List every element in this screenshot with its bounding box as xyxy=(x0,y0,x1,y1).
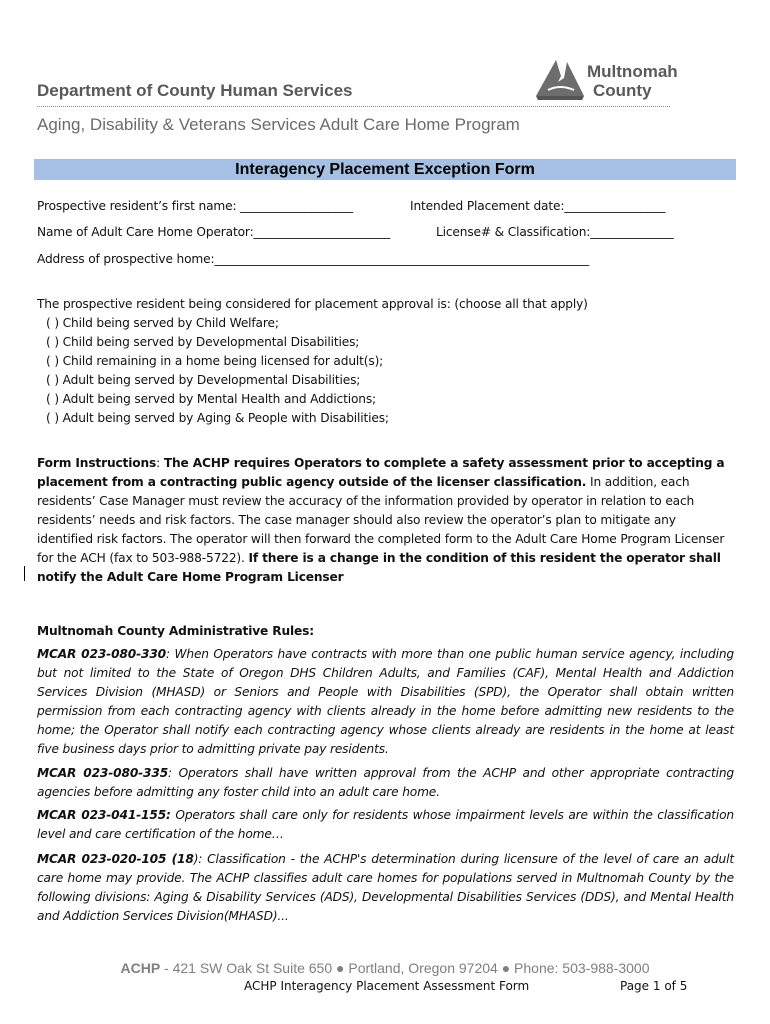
rule-item: MCAR 023-080-330: When Operators have contracts with more than one public human service agency, including but not limited to the State of Oregon DHS Children Adults, and Families (CAF), Mental Health and Addiction Services Division (MHASD) or Seniors and People with Disabilities (SPD), the Operator shall obtain written permission from each contracting agency with clients already in the home before admitting new residents to the home; the Operator shall notify each contracting agency whose clients already are residents in the home at least five business days prior to admitting private pay residents. xyxy=(37,647,735,756)
license-classification-field[interactable]: License# & Classification:______________ xyxy=(436,225,674,239)
form-title: Interagency Placement Exception Form xyxy=(34,159,736,180)
footer-address: - 421 SW Oak St Suite 650 ● Portland, Oregon 97204 ● Phone: 503-988-3000 xyxy=(160,960,650,976)
footer-contact xyxy=(0,960,770,976)
header-divider xyxy=(37,106,670,107)
department-title: Department of County Human Services xyxy=(37,81,353,100)
multnomah-county-logo xyxy=(534,56,684,106)
rule-code: MCAR 023-041-155: xyxy=(37,808,171,822)
rule-item: MCAR 023-020-105 (18): Classification - the ACHP's determination during licensure of the level of care an adult care home may provide. The ACHP classifies adult care homes for populations served in Multnomah County by the following divisions: Aging & Disability Services (ADS), Developmental Disabilities Services (DDS), and Mental Health and Addiction Services Division(MHASD)... xyxy=(37,852,734,923)
choice-item[interactable]: ( ) Child being served by Developmental Disabilities; xyxy=(46,335,360,349)
mountain-logo-icon xyxy=(534,56,586,102)
rule-item: MCAR 023-080-335: Operators shall have written approval from the ACHP and other appropriate contracting agencies before admitting any foster child into an adult care home. xyxy=(37,766,734,799)
address-field[interactable]: Address of prospective home:_______________________________________________________________ xyxy=(37,252,589,266)
choice-item[interactable]: ( ) Child being served by Child Welfare; xyxy=(46,316,279,330)
choices-intro: The prospective resident being considered for placement approval is: (choose all that apply) xyxy=(37,297,588,311)
rule-text: Operators shall care only for residents whose impairment levels are within the classification level and care certification of the home… xyxy=(37,808,735,841)
footer-form-name: ACHP Interagency Placement Assessment Form xyxy=(244,979,530,993)
rule-code: MCAR 023-080-330 xyxy=(37,647,166,661)
first-name-field[interactable]: Prospective resident’s first name: ___________________ xyxy=(37,199,354,213)
instructions-bold-1: The ACHP requires Operators to complete a safety assessment prior to accepting a placement from a contracting public agency outside of the licenser classification. xyxy=(37,456,725,489)
operator-name-field[interactable]: Name of Adult Care Home Operator:_______________________ xyxy=(37,225,391,239)
rule-text: Classification - the ACHP's determination during licensure of the level of care an adult care home may provide. The ACHP classifies adult care homes for populations served in Multnomah County by the following divisions: Aging & Disability Services (ADS), Developmental Disabilities Services (DDS), and Mental Health and Addiction Services Division(MHASD)... xyxy=(37,852,734,923)
rules-heading: Multnomah County Administrative Rules: xyxy=(37,624,314,638)
choice-item[interactable]: ( ) Adult being served by Aging & People with Disabilities; xyxy=(46,411,389,425)
logo-line-2: County xyxy=(593,81,652,100)
rule-text: Operators shall have written approval from the ACHP and other appropriate contracting agencies before admitting any foster child into an adult care home. xyxy=(37,766,734,799)
choice-item[interactable]: ( ) Child remaining in a home being licensed for adult(s); xyxy=(46,354,384,368)
choice-item[interactable]: ( ) Adult being served by Developmental Disabilities; xyxy=(46,373,361,387)
rule-text: When Operators have contracts with more than one public human service agency, including but not limited to the State of Oregon DHS Children Adults, and Families (CAF), Mental Health and Addiction Services Division (MHASD) or Seniors and People with Disabilities (SPD), the Operator shall obtain written permission from each contracting agency with clients already in the home before admitting new residents to the home; the Operator shall notify each contracting agency whose clients already are residents in the home at least five business days prior to admitting private pay residents. xyxy=(37,647,735,756)
logo-line-1: Multnomah xyxy=(587,62,678,81)
rule-code: MCAR 023-080-335 xyxy=(37,766,169,780)
rule-item xyxy=(37,806,734,844)
instructions-bold-2: If there is a change in the condition of this resident the operator shall notify the Adult Care Home Program Licenser xyxy=(37,551,721,584)
text-cursor xyxy=(24,566,25,581)
placement-date-field[interactable]: Intended Placement date:_________________ xyxy=(410,199,666,213)
rule-code: MCAR 023-020-105 (18 xyxy=(37,852,194,866)
footer-org: ACHP xyxy=(120,960,161,976)
instructions-text: In addition, each residents’ Case Manager must review the accuracy of the information provided by operator in relation to each residents’ needs and risk factors. The case manager should also review the operator’s plan to mitigate any identified risk factors. The operator will then forward the completed form to the Adult Care Home Program Licenser for the ACH (fax to 503-988-5722). xyxy=(37,475,725,565)
instructions-label: Form Instructions xyxy=(37,456,157,470)
program-subtitle: Aging, Disability & Veterans Services Adult Care Home Program xyxy=(37,115,520,134)
choice-item[interactable]: ( ) Adult being served by Mental Health and Addictions; xyxy=(46,392,377,406)
form-instructions: Form Instructions: The ACHP requires Operators to complete a safety assessment prior to accepting a placement from a contracting public agency outside of the licenser classification. In addition, each residents’ Case Manager must review the accuracy of the information provided by operator in relation to each residents’ needs and risk factors. The case manager should also review the operator’s plan to mitigate any identified risk factors. The operator will then forward the completed form to the Adult Care Home Program Licenser for the ACH (fax to 503-988-5722). If there is a change in the condition of this resident the operator shall notify the Adult Care Home Program Licenser xyxy=(37,456,725,584)
page-number: Page 1 of 5 xyxy=(620,979,688,993)
